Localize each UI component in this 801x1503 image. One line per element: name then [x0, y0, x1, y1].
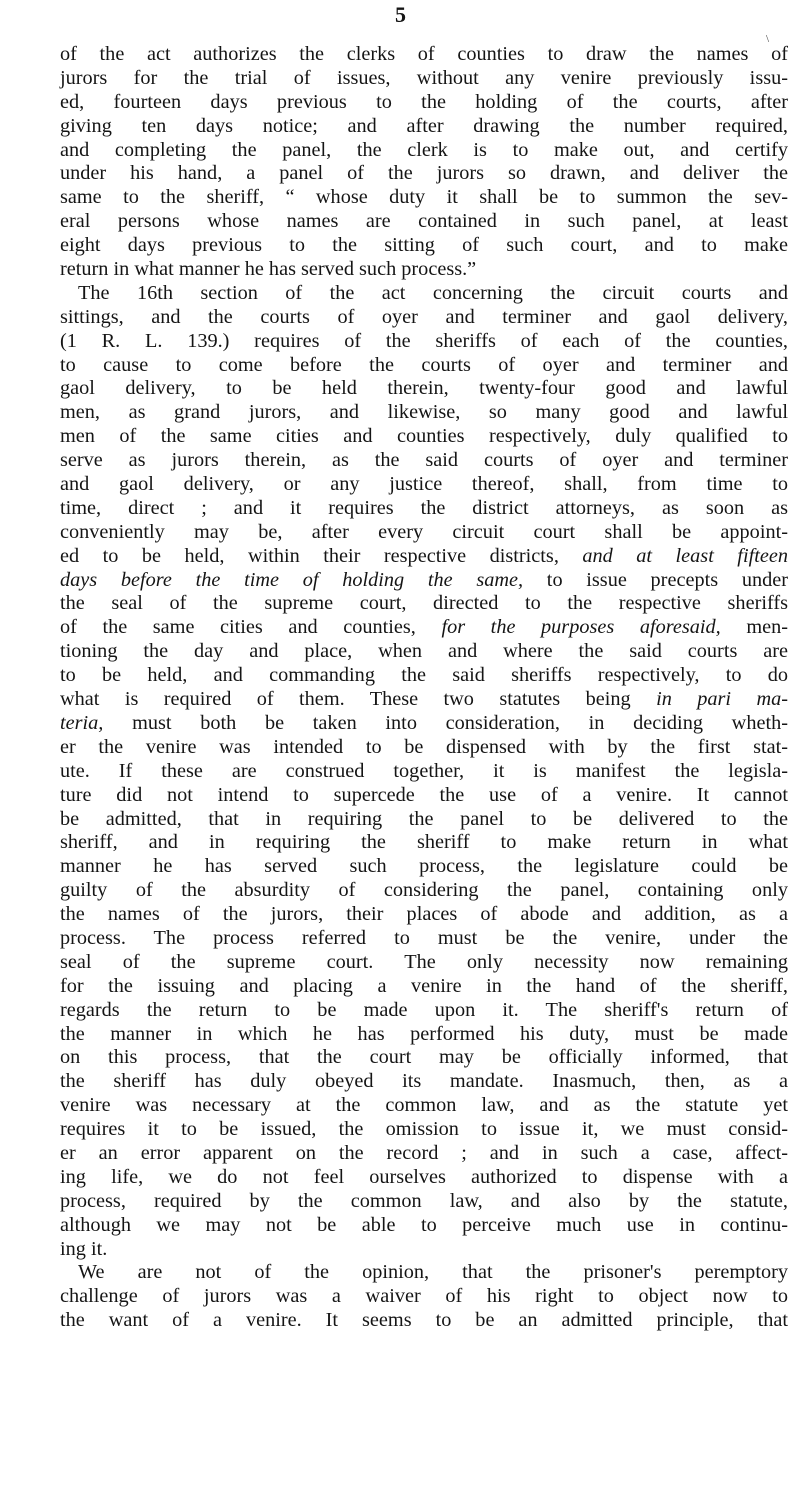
text-segment: process, required by the common law, and also by the statute,: [60, 1189, 788, 1212]
text-segment: eight days previous to the sitting of such court, and to make: [60, 234, 788, 257]
text-line: [60, 808, 788, 832]
text-segment: er the venire was intended to be dispensed with by the first stat-: [60, 735, 788, 758]
text-segment: the seal of the supreme court, directed to the respective sheriffs: [60, 592, 788, 615]
text-segment: giving ten days notice; and after drawing the number required,: [60, 114, 788, 137]
text-segment: the sheriff has duly obeyed its mandate. Inasmuch, then, as a: [60, 1070, 788, 1093]
text-segment: conveniently may be, after every circuit court shall be appoint-: [60, 520, 788, 543]
text-line: [60, 401, 788, 425]
text-segment: of the act authorizes the clerks of counties to draw the names of: [60, 43, 788, 65]
text-line: [60, 640, 788, 664]
text-segment: and gaol delivery, or any justice thereof, shall, from time to: [60, 473, 788, 496]
text-line: [60, 425, 788, 449]
text-segment: ing it.: [60, 1237, 108, 1260]
text-segment: men, as grand jurors, and likewise, so many good and lawful: [60, 401, 788, 424]
text-segment: to issue precepts under: [523, 568, 788, 591]
text-line: [60, 521, 788, 545]
text-segment: return in what manner he has served such process.”: [60, 258, 477, 281]
text-line: [60, 1285, 788, 1309]
text-segment: what is required of them. These two statutes being: [60, 688, 657, 711]
text-line: [60, 306, 788, 330]
text-segment: the want of a venire. It seems to be an admitted principle, that: [60, 1309, 788, 1332]
page-number: 5: [395, 2, 406, 27]
text-line: [60, 377, 788, 401]
text-line: [60, 43, 788, 67]
text-segment: to cause to come before the courts of oyer and terminer and: [60, 353, 788, 376]
text-line: [60, 569, 788, 593]
italic-text: for the purposes aforesaid,: [441, 616, 721, 639]
text-line: [60, 1166, 788, 1190]
text-segment: serve as jurors therein, as the said courts of oyer and terminer: [60, 449, 788, 472]
text-segment: ute. If these are construed together, it is manifest the legisla-: [60, 759, 788, 782]
text-line: [60, 258, 788, 282]
text-segment: of the same cities and counties,: [60, 616, 442, 639]
text-line: [60, 330, 788, 354]
text-segment: for the issuing and placing a venire in the hand of the sheriff,: [60, 974, 788, 997]
text-segment: same to the sheriff, “ whose duty it shall be to summon the sev-: [60, 186, 788, 209]
text-segment: to be held, and commanding the said sheriffs respectively, to do: [60, 664, 788, 687]
text-line: [60, 473, 788, 497]
text-line: [60, 282, 788, 306]
text-line: [60, 951, 788, 975]
text-line: [60, 784, 788, 808]
text-segment: ture did not intend to supercede the use of a venire. It cannot: [60, 783, 788, 806]
text-line: [60, 975, 788, 999]
text-line: [60, 234, 788, 258]
text-line: [60, 1238, 788, 1262]
italic-text: and at least fifteen: [582, 544, 788, 567]
text-segment: ing life, we do not feel ourselves authorized to dispense with a: [60, 1165, 788, 1188]
text-line: [60, 879, 788, 903]
text-line: [60, 91, 788, 115]
text-line: [60, 210, 788, 234]
text-line: [60, 999, 788, 1023]
italic-text: teria,: [60, 711, 104, 734]
text-line: [60, 67, 788, 91]
text-segment: seal of the supreme court. The only necessity now remaining: [60, 950, 788, 973]
text-segment: requires it to be issued, the omission to issue it, we must consid-: [60, 1118, 788, 1141]
text-segment: under his hand, a panel of the jurors so drawn, and deliver the: [60, 162, 788, 185]
body-text: [60, 43, 788, 1333]
text-line: [60, 1046, 788, 1070]
text-line: [60, 115, 788, 139]
text-line: [60, 712, 788, 736]
text-segment: process. The process referred to must be the venire, under the: [60, 926, 788, 949]
text-line: [60, 664, 788, 688]
corner-mark: \: [766, 33, 770, 45]
text-segment: must both be taken into consideration, in deciding wheth-: [103, 711, 788, 734]
text-segment: challenge of jurors was a waiver of his right to object now to: [60, 1285, 788, 1308]
italic-text: days before the time of holding the same,: [60, 568, 524, 591]
text-segment: (1 R. L. 139.) requires of the sheriffs of each of the counties,: [60, 329, 788, 352]
text-segment: regards the return to be made upon it. The sheriff's return of: [60, 998, 788, 1021]
text-segment: venire was necessary at the common law, and as the statute yet: [60, 1094, 788, 1117]
text-segment: the manner in which he has performed his duty, must be made: [60, 1022, 788, 1045]
text-line: [60, 545, 788, 569]
text-segment: and completing the panel, the clerk is to make out, and certify: [60, 138, 788, 161]
text-segment: tioning the day and place, when and where the said courts are: [60, 640, 788, 663]
text-segment: jurors for the trial of issues, without any venire previously issu-: [60, 66, 788, 89]
text-line: [60, 162, 788, 186]
text-segment: time, direct ; and it requires the district attorneys, as soon as: [60, 496, 788, 519]
text-line: [60, 449, 788, 473]
text-line: [60, 497, 788, 521]
text-segment: guilty of the absurdity of considering the panel, containing only: [60, 879, 788, 902]
text-segment: ed to be held, within their respective districts,: [60, 544, 583, 567]
text-line: [60, 903, 788, 927]
text-line: [60, 1118, 788, 1142]
text-line: [60, 1261, 788, 1285]
text-line: [60, 354, 788, 378]
text-segment: sittings, and the courts of oyer and terminer and gaol delivery,: [60, 305, 788, 328]
text-segment: eral persons whose names are contained in such panel, at least: [60, 210, 788, 233]
text-segment: manner he has served such process, the legislature could be: [60, 855, 788, 878]
text-segment: We are not of the opinion, that the prisoner's peremptory: [78, 1261, 788, 1284]
text-line: [60, 1094, 788, 1118]
text-segment: although we may not be able to perceive much use in continu-: [60, 1213, 788, 1236]
text-segment: gaol delivery, to be held therein, twenty-four good and lawful: [60, 377, 788, 400]
text-line: [60, 1142, 788, 1166]
text-line: [60, 855, 788, 879]
text-line: [60, 186, 788, 210]
italic-text: in pari ma-: [656, 688, 788, 711]
text-line: [60, 760, 788, 784]
text-segment: men-: [720, 616, 788, 639]
text-segment: be admitted, that in requiring the panel to be delivered to the: [60, 807, 788, 830]
text-line: [60, 1023, 788, 1047]
text-line: [60, 736, 788, 760]
text-segment: sheriff, and in requiring the sheriff to make return in what: [60, 831, 788, 854]
text-line: [60, 592, 788, 616]
text-line: [60, 688, 788, 712]
text-segment: men of the same cities and counties respectively, duly qualified to: [60, 425, 788, 448]
text-segment: on this process, that the court may be officially informed, that: [60, 1046, 788, 1069]
text-segment: er an error apparent on the record ; and in such a case, affect-: [60, 1141, 788, 1164]
text-line: [60, 1070, 788, 1094]
text-line: [60, 1190, 788, 1214]
text-line: [60, 616, 788, 640]
text-line: [60, 1309, 788, 1333]
text-line: [60, 139, 788, 163]
text-line: [60, 927, 788, 951]
text-line: [60, 1214, 788, 1238]
text-line: [60, 831, 788, 855]
text-segment: ed, fourteen days previous to the holding of the courts, after: [60, 90, 788, 113]
text-segment: The 16th section of the act concerning the circuit courts and: [78, 281, 788, 304]
text-segment: the names of the jurors, their places of abode and addition, as a: [60, 903, 788, 926]
